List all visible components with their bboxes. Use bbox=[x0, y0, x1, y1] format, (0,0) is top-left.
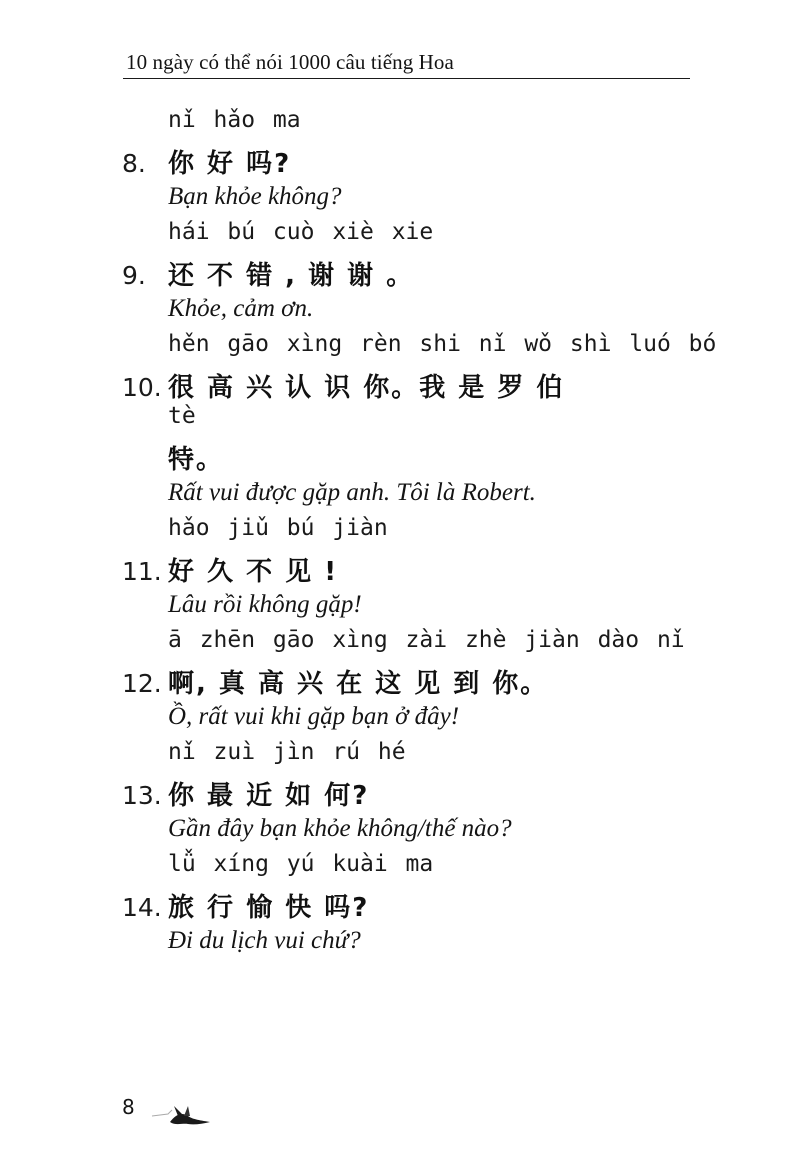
vietnamese-translation: Bạn khỏe không? bbox=[168, 183, 342, 210]
chinese-sentence: 好 久 不 见 ! bbox=[168, 557, 339, 587]
hanzi-line bbox=[122, 775, 369, 812]
item-number: 12. bbox=[122, 669, 162, 698]
item-number: 13. bbox=[122, 781, 162, 810]
vietnamese-translation: Ồ, rất vui khi gặp bạn ở đây! bbox=[168, 703, 460, 730]
chinese-sentence: 啊, 真 高 兴 在 这 见 到 你。 bbox=[168, 669, 549, 699]
chinese-sentence: 还 不 错 , 谢 谢 。 bbox=[168, 261, 415, 291]
pinyin-line: tè bbox=[168, 403, 196, 429]
header-rule bbox=[123, 78, 690, 79]
pinyin-line: hěn gāo xìng rèn shi nǐ wǒ shì luó bó bbox=[168, 331, 717, 357]
hanzi-line bbox=[122, 143, 291, 180]
bird-ornament-icon bbox=[148, 1100, 214, 1132]
chinese-sentence: 特。 bbox=[168, 445, 225, 475]
item-number: 11. bbox=[122, 557, 162, 586]
hanzi-line bbox=[122, 887, 369, 924]
hanzi-line bbox=[122, 367, 564, 404]
page-number: 8 bbox=[122, 1095, 135, 1119]
hanzi-line bbox=[122, 663, 548, 700]
pinyin-line: hǎo jiǔ bú jiàn bbox=[168, 515, 388, 541]
vietnamese-translation: Khỏe, cảm ơn. bbox=[168, 295, 314, 322]
item-number: 9. bbox=[122, 261, 146, 290]
item-number: 8. bbox=[122, 149, 146, 178]
running-header: 10 ngày có thể nói 1000 câu tiếng Hoa bbox=[126, 50, 454, 74]
chinese-sentence: 很 高 兴 认 识 你。我 是 罗 伯 bbox=[168, 373, 565, 403]
vietnamese-translation: Rất vui được gặp anh. Tôi là Robert. bbox=[168, 479, 536, 506]
hanzi-line bbox=[122, 439, 224, 476]
chinese-sentence: 你 最 近 如 何? bbox=[168, 781, 370, 811]
pinyin-line: lǚ xíng yú kuài ma bbox=[168, 851, 434, 877]
vietnamese-translation: Đi du lịch vui chứ? bbox=[168, 927, 361, 954]
hanzi-line bbox=[122, 551, 338, 588]
vietnamese-translation: Gần đây bạn khỏe không/thế nào? bbox=[168, 815, 512, 842]
pinyin-line: ā zhēn gāo xìng zài zhè jiàn dào nǐ bbox=[168, 627, 685, 653]
chinese-sentence: 你 好 吗? bbox=[168, 149, 292, 179]
item-number: 14. bbox=[122, 893, 162, 922]
vietnamese-translation: Lâu rồi không gặp! bbox=[168, 591, 362, 618]
pinyin-line: nǐ zuì jìn rú hé bbox=[168, 739, 406, 765]
item-number: 10. bbox=[122, 373, 162, 402]
pinyin-line: hái bú cuò xiè xie bbox=[168, 219, 434, 245]
chinese-sentence: 旅 行 愉 快 吗? bbox=[168, 893, 370, 923]
hanzi-line bbox=[122, 255, 414, 292]
pinyin-line: nǐ hǎo ma bbox=[168, 107, 301, 133]
